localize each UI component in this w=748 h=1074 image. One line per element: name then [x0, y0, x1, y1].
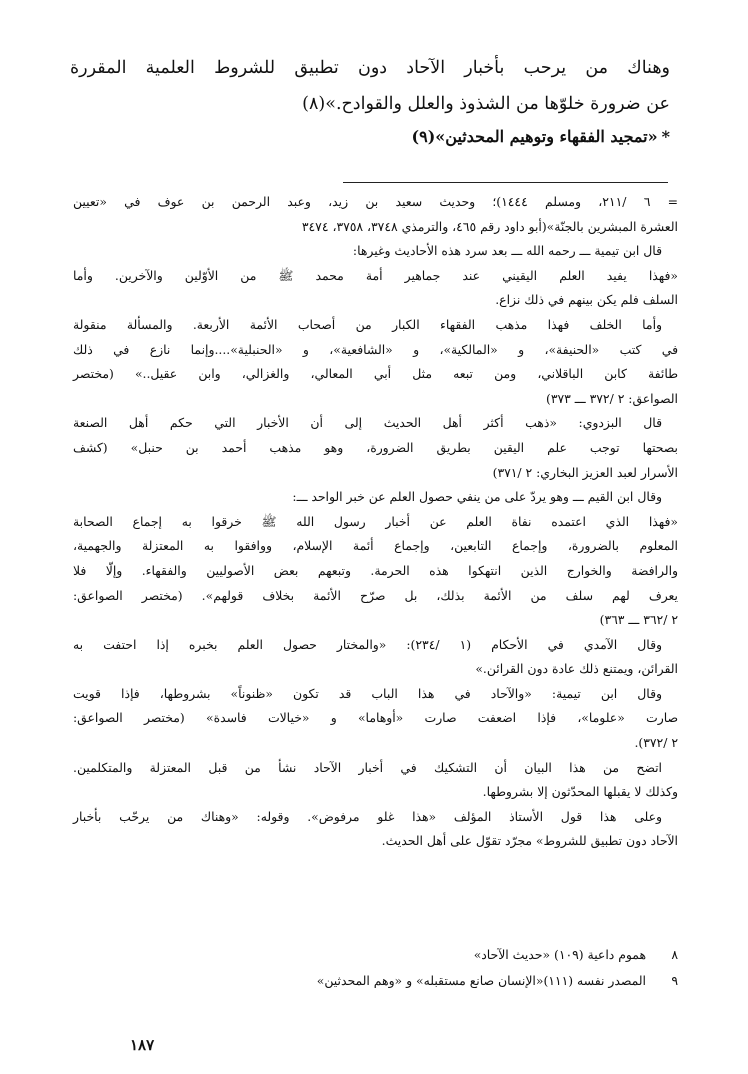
- note-line: ٢ /٣٧٢).: [634, 735, 678, 751]
- note-line: المعلوم بالضرورة، وإجماع التابعين، وإجماع أئمة الإسلام، ووافقوا به المعتزلة والجهمية،: [73, 538, 678, 554]
- footnote-number: ٨: [671, 947, 678, 962]
- footnote-divider: [343, 182, 668, 183]
- note-line: وقال الآمدي في الأحكام (١ /٢٣٤): «والمختار حصول العلم بخبره إذا احتفت به: [73, 636, 662, 652]
- note-line: = ٦ /٢١١، ومسلم ١٤٤٤)؛ وحديث سعيد بن زيد، وعبد الرحمن بن عوف في «تعيين: [73, 194, 678, 209]
- note-line: الأسرار لعبد العزيز البخاري: ٢ /٣٧١): [492, 464, 678, 480]
- note-line: وكذلك لا يقبلها المحدّثون إلا بشروطها.: [482, 784, 678, 800]
- note-line: «فهذا الذي اعتمده نفاة العلم عن أخبار رسول الله ﷺ خرقوا به إجماع الصحابة: [73, 513, 678, 529]
- note-line: وقال ابن تيمية: «والآحاد في هذا الباب قد تكون «ظنوناً» بشروطها، فإذا قويت: [73, 685, 662, 701]
- note-line: قال ابن تيمية ـــ رحمه الله ـــ بعد سرد هذه الأحاديث وغيرها:: [352, 243, 662, 259]
- note-line: الصواعق: ٢ /٣٧٢ ـــ ٣٧٣): [546, 390, 678, 406]
- note-line: «فهذا يفيد العلم اليقيني عند جماهير أمة محمد ﷺ من الأوّلين والآخرين. وأما: [73, 267, 678, 283]
- section-heading: [70, 122, 670, 152]
- footnote-number: ٩: [671, 973, 678, 988]
- footnote-item: [73, 968, 678, 994]
- main-line: وهناك من يرحب بأخبار الآحاد دون تطبيق للشروط العلمية المقررة: [70, 58, 670, 78]
- note-line: ٢ /٣٦٢ ـــ ٣٦٣): [599, 612, 678, 628]
- footnote-list: [73, 942, 678, 994]
- note-line: الآحاد دون تطبيق للشروط» مجرّد تقوّل على أهل الحديث.: [381, 833, 678, 849]
- note-line: في كتب «الحنيفة»، و «المالكية»، و «الشافعية»، و «الحنبلية»....وإنما نازع في ذلك: [73, 341, 678, 357]
- note-line: القرائن، ويمتنع ذلك عادة دون القرائن.»: [475, 661, 678, 677]
- main-text: [70, 50, 670, 152]
- footnote-item: [73, 942, 678, 968]
- main-line: عن ضرورة خلوّها من الشذوذ والعلل والقوادح.»(٨): [302, 94, 670, 114]
- note-line: قال البزدوي: «ذهب أكثر أهل الحديث إلى أن الأخبار التي حكم أهل الصنعة: [73, 415, 662, 431]
- note-line: يعرف لهم سلف من الأئمة بذلك، بل صرّح الأئمة بخلاف قولهم». (مختصر الصواعق:: [73, 587, 678, 603]
- note-line: اتضح من هذا البيان أن التشكيك في أخبار الآحاد نشأ من قبل المعتزلة والمتكلمين.: [73, 759, 662, 775]
- note-line: طائفة كابن الباقلاني، ومن تبعه مثل أبي المعالي، والغزالي، وابن عقيل..» (مختصر: [73, 366, 678, 382]
- footnote-text: هموم داعية (١٠٩) «حديث الآحاد»: [473, 947, 646, 962]
- note-line: وعلى هذا قول الأستاذ المؤلف «هذا غلو مرفوض». وقوله: «وهناك من يرحّب بأخبار: [73, 808, 662, 824]
- note-line: وقال ابن القيم ـــ وهو يردّ على من ينفي حصول العلم عن خبر الواحد ـــ:: [292, 489, 662, 505]
- footnote-text: المصدر نفسه (١١١)«الإنسان صانع مستقبله» و «وهم المحدثين»: [316, 973, 646, 988]
- note-line: صارت «علوما»، فإذا اضعفت صارت «أوهاما» و «خيالات فاسدة» (مختصر الصواعق:: [73, 710, 678, 726]
- note-line: والرافضة والخوارج الذين انتهكوا هذه الحرمة. وتبعهم بعض الأصوليين والفقهاء. وإلّا فلا: [73, 562, 678, 578]
- heading-text: «تمجيد الفقهاء وتوهيم المحدثين»(٩): [411, 127, 658, 146]
- note-line: بصحتها توجب علم اليقين بطريق الضرورة، وهو مذهب أحمد بن حنبل» (كشف: [73, 439, 678, 455]
- footnote-body: [73, 190, 678, 854]
- note-line: وأما الخلف فهذا مذهب الفقهاء الكبار من أصحاب الأئمة الأربعة. والمسألة منقولة: [73, 316, 662, 332]
- note-line: السلف فلم يكن بينهم في ذلك نزاع.: [495, 292, 678, 308]
- page-number: ١٨٧: [130, 1036, 155, 1054]
- heading-marker: *: [661, 127, 670, 146]
- note-line: العشرة المبشرين بالجنّة»(أبو داود رقم ٤٦٥، والترمذي ٣٧٤٨، ٣٧٥٨، ٣٤٧٤: [301, 218, 678, 234]
